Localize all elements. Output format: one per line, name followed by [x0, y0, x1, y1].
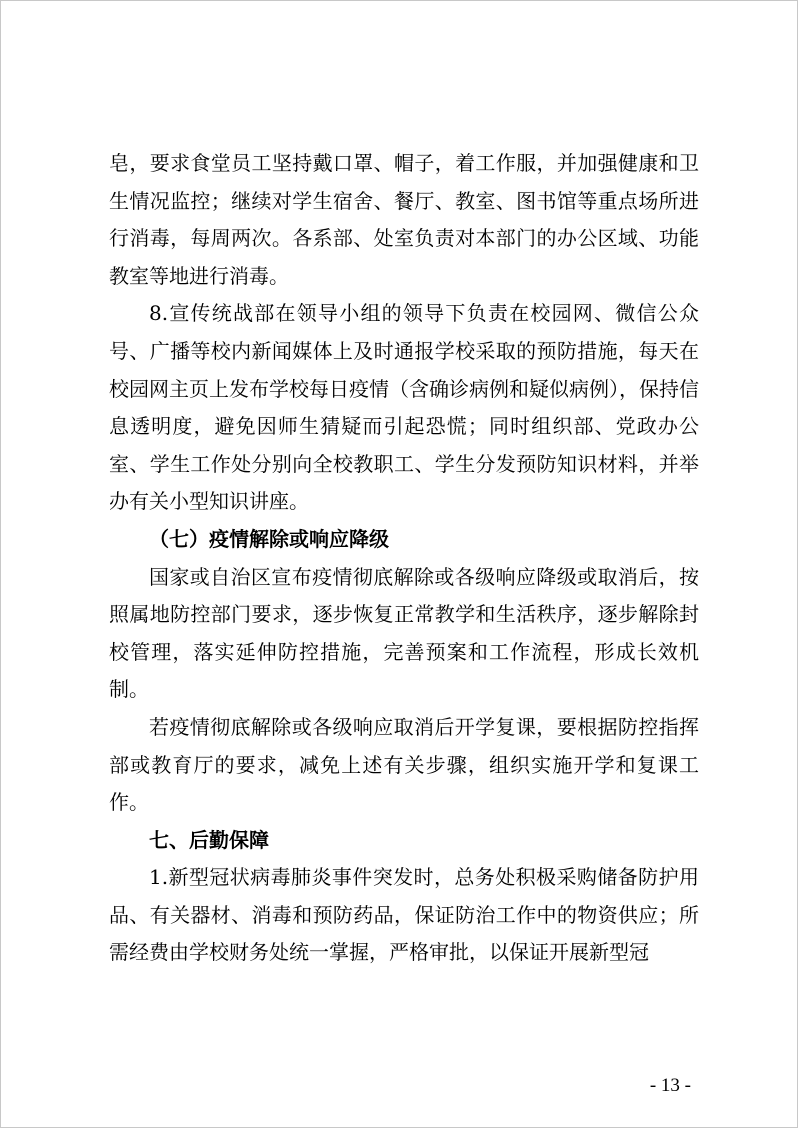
paragraph-resume-order: 国家或自治区宣布疫情彻底解除或各级响应降级或取消后，按照属地防控部门要求，逐步恢复正常教学和生活秩序，逐步解除封校管理，落实延伸防控措施，完善预案和工作流程，形成长效机制。	[109, 564, 699, 702]
paragraph-school-reopening: 若疫情彻底解除或各级响应取消后开学复课，要根据防控指挥部或教育厅的要求，减免上述有关步骤，组织实施开学和复课工作。	[109, 714, 699, 815]
paragraph-publicity-department: 8.宣传统战部在领导小组的领导下负责在校园网、微信公众号、广播等校内新闻媒体上及时通报学校采取的预防措施，每天在校园网主页上发布学校每日疫情（含确诊病例和疑似病例），保持信息透明度，避免因师生猜疑而引起恐慌；同时组织部、党政办公室、学生工作处分别向全校教职工、学生分发预防知识材料，并举办有关小型知识讲座。	[109, 301, 699, 514]
paragraph-cafeteria-disinfection: 皂，要求食堂员工坚持戴口罩、帽子，着工作服，并加强健康和卫生情况监控；继续对学生宿舍、餐厅、教室、图书馆等重点场所进行消毒，每周两次。各系部、处室负责对本部门的办公区域、功能教室等地进行消毒。	[109, 151, 699, 288]
page-body	[109, 145, 699, 972]
subheading-epidemic-lifted: （七）疫情解除或响应降级	[149, 526, 389, 551]
paragraph-supplies-procurement: 1.新型冠状病毒肺炎事件突发时，总务处积极采购储备防护用品、有关器材、消毒和预防药品，保证防治工作中的物资供应；所需经费由学校财务处统一掌握，严格审批，以保证开展新型冠	[109, 865, 699, 965]
page-number: - 13 -	[649, 1075, 691, 1096]
heading-logistics-support: 七、后勤保障	[149, 827, 269, 852]
